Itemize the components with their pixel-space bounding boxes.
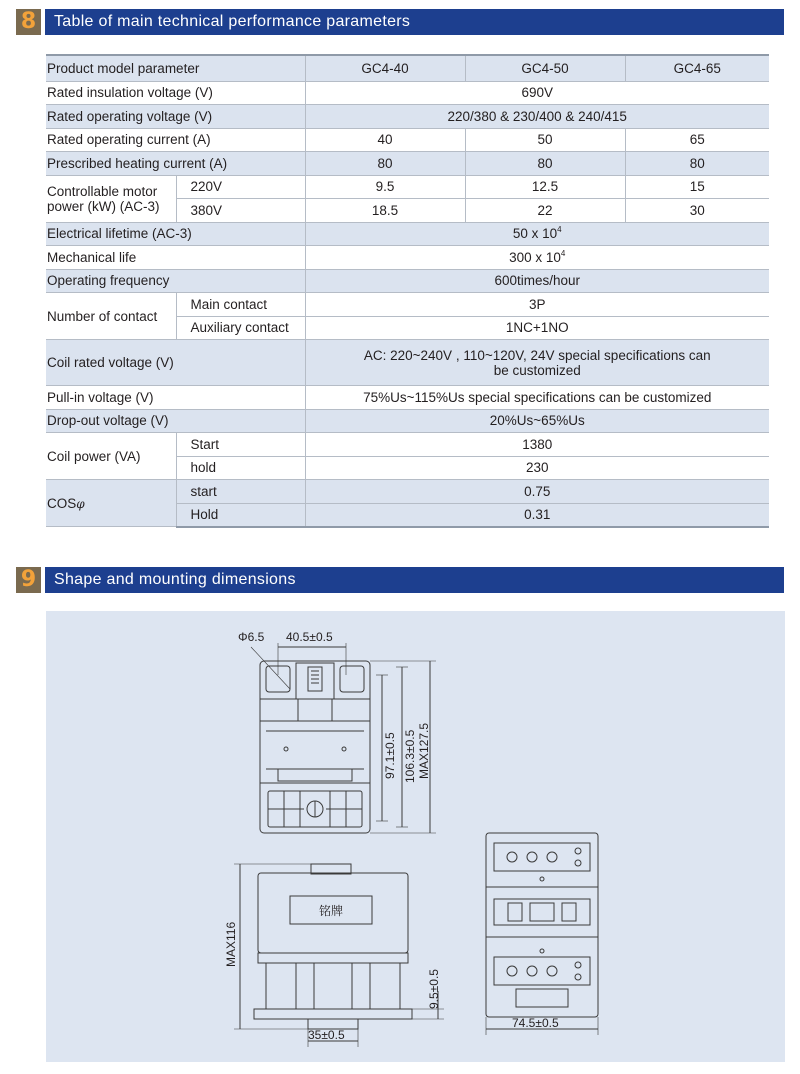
model-gc4-65: GC4-65 <box>625 55 769 81</box>
mechanical-life-cell <box>305 246 769 270</box>
operating-voltage-value: 220/380 & 230/400 & 240/415 <box>305 105 769 129</box>
section-9-title: Shape and mounting dimensions <box>45 567 784 593</box>
table-header-row <box>46 55 769 81</box>
table-row <box>46 409 769 433</box>
coil-voltage-value <box>305 340 769 386</box>
header-label: Product model parameter <box>46 55 305 81</box>
parameters-table <box>46 54 769 528</box>
section-9-number: 9 <box>16 567 41 593</box>
frequency-label: Operating frequency <box>46 269 305 293</box>
insulation-label: Rated insulation voltage (V) <box>46 81 305 105</box>
dim-max127-label: MAX127.5 <box>417 722 431 779</box>
section-8-title: Table of main technical performance parameters <box>45 9 784 35</box>
motor-power-value: 15 <box>625 175 769 199</box>
motor-power-value: 9.5 <box>305 175 465 199</box>
table-row <box>46 222 769 246</box>
phi-symbol: φ <box>76 496 85 511</box>
motor-power-value: 18.5 <box>305 199 465 223</box>
dim-106-label: 106.3±0.5 <box>403 729 417 783</box>
cos-label: COS <box>47 495 77 511</box>
coil-voltage-line1: AC: 220~240V , 110~120V, 24V special specifications can <box>363 347 711 363</box>
model-gc4-50: GC4-50 <box>465 55 625 81</box>
coil-power-hold-value: 230 <box>305 456 769 480</box>
dimension-drawing <box>46 611 785 1062</box>
coil-voltage-label: Coil rated voltage (V) <box>46 340 305 386</box>
motor-power-label-line1: Controllable motor <box>47 183 158 199</box>
heating-current-value: 80 <box>625 152 769 176</box>
electrical-life-exponent: 4 <box>557 225 562 235</box>
drop-out-value: 20%Us~65%Us <box>305 409 769 433</box>
dim-9-5-label: 9.5±0.5 <box>427 969 441 1009</box>
side-view <box>224 864 444 1047</box>
operating-current-value: 50 <box>465 128 625 152</box>
cos-hold-label: Hold <box>176 503 305 527</box>
dim-74-5-label: 74.5±0.5 <box>512 1016 559 1030</box>
nameplate-label: 铭牌 <box>318 904 344 918</box>
operating-current-value: 65 <box>625 128 769 152</box>
frequency-value: 600times/hour <box>305 269 769 293</box>
dim-max116-label: MAX116 <box>224 921 238 967</box>
table-row <box>46 386 769 410</box>
aux-contact-label: Auxiliary contact <box>176 316 305 340</box>
table-row <box>46 293 769 317</box>
electrical-life-value: 50 x 10 <box>512 226 558 242</box>
main-contact-label: Main contact <box>176 293 305 317</box>
section-8-number: 8 <box>16 9 41 35</box>
front-view <box>238 630 436 833</box>
dim-35-label: 35±0.5 <box>308 1028 345 1042</box>
insulation-value: 690V <box>305 81 769 105</box>
operating-current-label: Rated operating current (A) <box>46 128 305 152</box>
motor-power-label <box>46 175 176 222</box>
coil-power-hold-label: hold <box>176 456 305 480</box>
cos-start-label: start <box>176 480 305 504</box>
table-row <box>46 152 769 176</box>
motor-power-value: 30 <box>625 199 769 223</box>
dimension-drawing-panel <box>46 611 785 1062</box>
section-8-header <box>16 9 784 35</box>
coil-power-start-label: Start <box>176 433 305 457</box>
heating-current-label: Prescribed heating current (A) <box>46 152 305 176</box>
heating-current-value: 80 <box>305 152 465 176</box>
dim-97-label: 97.1±0.5 <box>383 732 397 779</box>
cos-start-value: 0.75 <box>305 480 769 504</box>
aux-contact-value: 1NC+1NO <box>305 316 769 340</box>
mechanical-life-label: Mechanical life <box>46 246 305 270</box>
mechanical-life-value: 300 x 10 <box>509 249 561 265</box>
motor-power-220v-label: 220V <box>176 175 305 199</box>
electrical-life-label: Electrical lifetime (AC-3) <box>46 222 305 246</box>
cos-label-cell <box>46 480 176 527</box>
table-row <box>46 433 769 457</box>
main-contact-value: 3P <box>305 293 769 317</box>
motor-power-380v-label: 380V <box>176 199 305 223</box>
pull-in-value: 75%Us~115%Us special specifications can be customized <box>305 386 769 410</box>
operating-voltage-label: Rated operating voltage (V) <box>46 105 305 129</box>
table-row <box>46 246 769 270</box>
coil-power-label: Coil power (VA) <box>46 433 176 480</box>
operating-current-value: 40 <box>305 128 465 152</box>
dim-width-top-label: 40.5±0.5 <box>286 630 333 644</box>
electrical-life-cell <box>305 222 769 246</box>
coil-power-start-value: 1380 <box>305 433 769 457</box>
mechanical-life-exponent: 4 <box>560 248 566 258</box>
table-row <box>46 105 769 129</box>
model-gc4-40: GC4-40 <box>305 55 465 81</box>
drop-out-label: Drop-out voltage (V) <box>46 409 305 433</box>
table-row <box>46 269 769 293</box>
motor-power-value: 12.5 <box>465 175 625 199</box>
motor-power-label-line2: power (kW) (AC-3) <box>47 198 160 214</box>
section-9-header <box>16 567 784 593</box>
table-row <box>46 128 769 152</box>
heating-current-value: 80 <box>465 152 625 176</box>
motor-power-value: 22 <box>465 199 625 223</box>
bottom-view <box>486 833 598 1035</box>
contacts-label: Number of contact <box>46 293 176 340</box>
table-row <box>46 480 769 504</box>
table-row <box>46 175 769 199</box>
dim-hole-label: Φ6.5 <box>238 630 265 644</box>
cos-hold-value: 0.31 <box>305 503 769 527</box>
table-row <box>46 81 769 105</box>
coil-voltage-line2: be customized <box>493 362 581 378</box>
table-row <box>46 340 769 386</box>
pull-in-label: Pull-in voltage (V) <box>46 386 305 410</box>
